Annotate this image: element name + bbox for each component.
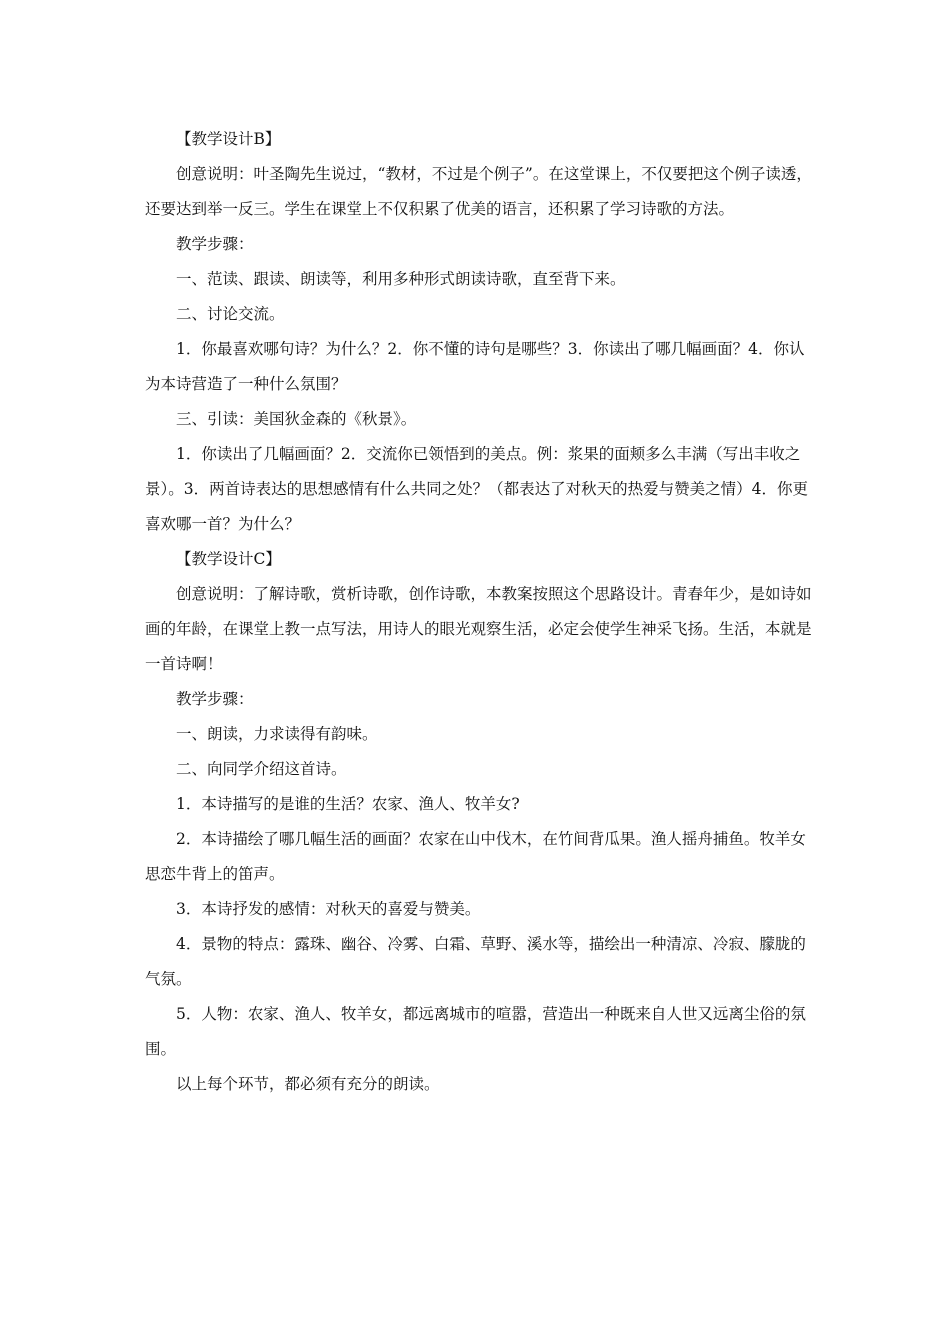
steps-title-b: 教学步骤：	[176, 235, 254, 253]
document-body	[145, 122, 817, 1102]
step-b-3-questions: 1．你读出了几幅画面？2．交流你已领悟到的美点。例：浆果的面颊多么丰满（写出丰收之景）。3．两首诗表达的思想感情有什么共同之处？（都表达了对秋天的热爱与赞美之情）4．你更喜欢哪一首？为什么？	[145, 445, 808, 533]
step-b-1: 一、范读、跟读、朗读等，利用多种形式朗读诗歌，直至背下来。	[176, 270, 626, 288]
step-c-2-3: 3．本诗抒发的感情：对秋天的喜爱与赞美。	[176, 900, 481, 918]
step-c-2-5: 5．人物：农家、渔人、牧羊女，都远离城市的喧嚣，营造出一种既来自人世又远离尘俗的氛围。	[145, 1005, 806, 1058]
step-c-2-4: 4．景物的特点：露珠、幽谷、冷雾、白霜、草野、溪水等，描绘出一种清凉、冷寂、朦胧的气氛。	[145, 935, 806, 988]
step-c-2-1: 1．本诗描写的是谁的生活？农家、渔人、牧羊女?	[176, 795, 520, 813]
step-b-3: 三、引读：美国狄金森的《秋景》。	[176, 410, 417, 428]
section-heading-c: 【教学设计C】	[176, 550, 281, 568]
creative-note-b: 创意说明：叶圣陶先生说过，“教材，不过是个例子”。在这堂课上，不仅要把这个例子读透，还要达到举一反三。学生在课堂上不仅积累了优美的语言，还积累了学习诗歌的方法。	[145, 165, 812, 218]
step-c-2: 二、向同学介绍这首诗。	[176, 760, 347, 778]
section-heading-b: 【教学设计B】	[176, 130, 281, 148]
step-b-2-questions: 1．你最喜欢哪句诗？为什么？2．你不懂的诗句是哪些？3．你读出了哪几幅画面？4．你认为本诗营造了一种什么氛围？	[145, 340, 805, 393]
step-c-2-2: 2．本诗描绘了哪几幅生活的画面？农家在山中伐木，在竹间背瓜果。渔人摇舟捕鱼。牧羊女思恋牛背上的笛声。	[145, 830, 806, 883]
creative-note-c: 创意说明：了解诗歌，赏析诗歌，创作诗歌，本教案按照这个思路设计。青春年少，是如诗如画的年龄，在课堂上教一点写法，用诗人的眼光观察生活，必定会使学生神采飞扬。生活，本就是一首诗啊！	[145, 585, 812, 673]
steps-title-c: 教学步骤：	[176, 690, 254, 708]
step-c-1: 一、朗读，力求读得有韵味。	[176, 725, 378, 743]
closing-note: 以上每个环节，都必须有充分的朗读。	[176, 1075, 440, 1093]
step-b-2: 二、讨论交流。	[176, 305, 285, 323]
